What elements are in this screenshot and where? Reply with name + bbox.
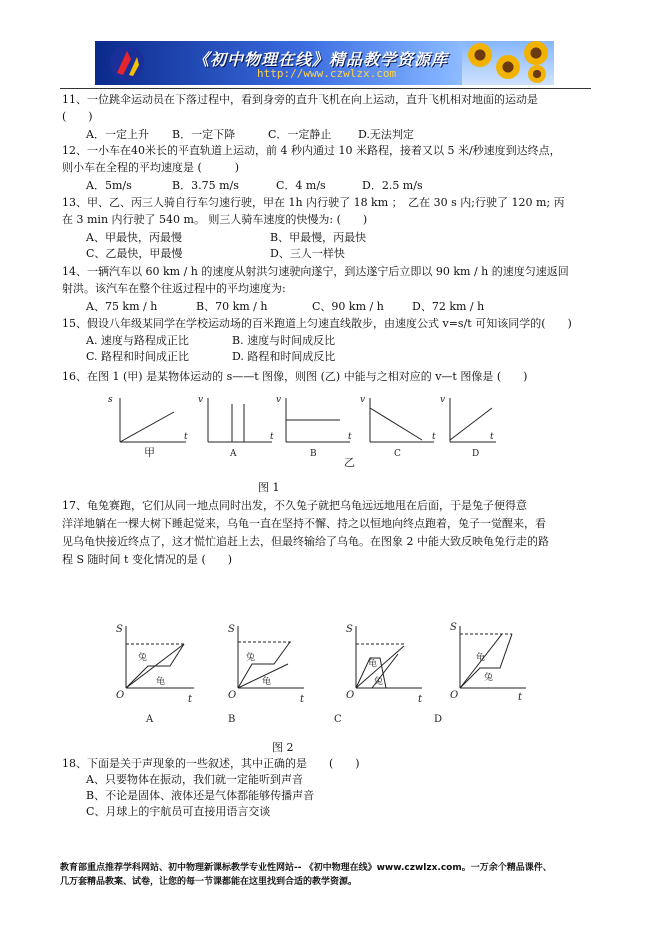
q14-option-a: A、75 km / h: [86, 300, 158, 313]
q12-option-c: C．4 m/s: [276, 179, 326, 192]
q14-stem: 14、一辆汽车以 60 km / h 的速度从射洪匀速驶向遂宁，到达遂宁后立即以 90 km / h 的速度匀速返回: [62, 265, 569, 278]
q15-option-c: C. 路程和时间成正比: [86, 350, 190, 363]
option-c-label: C: [394, 449, 401, 459]
footer-line-2: 几万套精品教案、试卷，让您的每一节课都能在这里找到合适的教学资源。: [60, 877, 358, 887]
axis-t-label: t: [184, 432, 188, 442]
q18-option-a: A、只要物体在振动，我们就一定能听到声音: [86, 773, 303, 786]
rabbit-label: 兔: [246, 653, 256, 663]
q14-option-d: D、72 km / h: [412, 300, 485, 313]
q17-stem-4: 程 S 随时间 t 变化情况的是 ( ): [62, 553, 233, 566]
q14-option-b: B、70 km / h: [196, 300, 268, 313]
q15-stem: 15、假设八年级某同学在学校运动场的百米跑道上匀速直线散步，由速度公式 v=s/t 可知该同学的( ): [62, 317, 572, 330]
option-a-label: A: [146, 714, 154, 725]
q17-stem-2: 洋洋地躺在一棵大树下睡起觉来，乌龟一直在坚持不懈、持之以恒地向终点跑着，兔子一觉醒来，看: [62, 517, 546, 530]
axis-s-label: S: [228, 624, 235, 635]
graph-option-b: [276, 395, 355, 469]
axis-v-label: v: [440, 395, 446, 405]
rabbit-label: 兔: [138, 653, 148, 663]
axis-v-label: v: [360, 395, 366, 405]
graph-jia: [108, 395, 188, 459]
turtle-label: 龟: [262, 677, 272, 687]
axis-s-label: S: [116, 624, 123, 635]
graph-option-c: [334, 624, 423, 725]
axis-s-label: S: [346, 624, 353, 635]
q13-option-a: A、甲最快，丙最慢: [86, 231, 182, 244]
footer-line-1: 教育部重点推荐学科网站、初中物理新课标教学专业性网站-- 《初中物理在线》www.czwlzx.com。一万余个精品课件、: [60, 863, 552, 873]
q15-option-b: B. 速度与时间成反比: [232, 334, 336, 347]
graph-option-d: [434, 622, 526, 725]
q13-option-b: B、甲最慢，丙最快: [270, 231, 367, 244]
graph-option-a: [116, 624, 194, 725]
q16-stem: 16、在图 1 (甲) 是某物体运动的 s——t 图像，则图 (乙) 中能与之相对应的 v—t 图像是 ( ): [62, 370, 528, 383]
q17-stem: 17、龟兔赛跑，它们从同一地点同时出发，不久兔子就把乌龟远远地甩在后面，于是兔子便得意: [62, 499, 527, 512]
option-d-label: D: [434, 714, 443, 725]
option-d-label: D: [472, 449, 480, 459]
q14-option-c: C、90 km / h: [312, 300, 384, 313]
axis-t-label: t: [270, 432, 274, 442]
q14-stem-2: 射洪。该汽车在整个往返过程中的平均速度为:: [62, 282, 286, 295]
figure-2: [112, 620, 532, 728]
q11-option-d: D.无法判定: [358, 128, 414, 141]
q18-stem: 18、下面是关于声现象的一些叙述，其中正确的是 ( ): [62, 757, 360, 770]
figure-2-caption: 图 2: [272, 741, 294, 754]
site-logo: [109, 45, 145, 81]
graph-option-b: [228, 624, 305, 725]
footer: [60, 861, 600, 889]
q11-stem: 11、一位跳伞运动员在下落过程中，看到身旁的直升飞机在向上运动，直升飞机相对地面的运动是: [62, 93, 538, 106]
axis-s-label: S: [450, 622, 457, 633]
q17-stem-3: 见乌龟快接近终点了，这才慌忙追赶上去，但最终输给了乌龟。在图象 2 中能大致反映龟兔行走的路: [62, 535, 549, 548]
q11-option-b: B．一定下降: [172, 128, 236, 141]
axis-t-label: t: [518, 692, 523, 703]
axis-t-label: t: [188, 694, 193, 705]
turtle-label: 龟: [476, 653, 486, 663]
q12-stem: 12、一小车在40米长的平直轨道上运动，前 4 秒内通过 10 米路程，接着又以 5 米/秒速度到达终点，: [62, 144, 561, 157]
q13-stem: 13、甲、乙、丙三人骑自行车匀速行驶，甲在 1h 内行驶了 18 km ； 乙在 30 s 内;行驶了 120 m; 丙: [62, 196, 565, 209]
q12-option-b: B．3.75 m/s: [172, 179, 239, 192]
option-c-label: C: [334, 714, 342, 725]
q15-option-a: A. 速度与路程成正比: [86, 334, 189, 347]
rabbit-label: 兔: [374, 677, 384, 687]
q12-option-a: A．5m/s: [86, 179, 132, 192]
q18-option-c: C、月球上的宇航员可直接用语言交谈: [86, 805, 271, 818]
axis-t-label: t: [432, 432, 436, 442]
origin-label: O: [228, 690, 237, 701]
axis-v-label: v: [198, 395, 204, 405]
q13-option-c: C、乙最快，甲最慢: [86, 247, 183, 260]
banner-title: 《初中物理在线》精品教学资源库: [193, 50, 449, 69]
label-jia: 甲: [144, 446, 155, 459]
origin-label: O: [116, 690, 125, 701]
q18-option-b: B、不论是固体、液体还是气体都能够传播声音: [86, 789, 315, 802]
q11-bracket: ( ): [62, 110, 93, 123]
axis-t-label: t: [348, 432, 352, 442]
header-rule: [60, 88, 591, 89]
option-b-label: B: [310, 449, 317, 459]
graph-option-c: [360, 395, 436, 459]
q11-option-a: A．一定上升: [86, 128, 149, 141]
sunflower-image: [462, 41, 554, 85]
q13-option-d: D、三人一样快: [270, 247, 345, 260]
turtle-label: 龟: [156, 677, 166, 687]
option-b-label: B: [228, 714, 236, 725]
label-yi: 乙: [344, 456, 355, 469]
turtle-label: 龟: [368, 659, 378, 669]
graph-option-a: [198, 395, 274, 459]
option-a-label: A: [230, 449, 237, 459]
figure-1: [104, 390, 499, 474]
axis-t-label: t: [300, 694, 305, 705]
axis-s-label: s: [108, 395, 113, 405]
origin-label: O: [346, 690, 355, 701]
header-banner: [95, 41, 554, 85]
q11-option-c: C．一定静止: [268, 128, 332, 141]
axis-t-label: t: [418, 694, 423, 705]
banner-url[interactable]: http://www.czwlzx.com: [257, 67, 397, 80]
rabbit-label: 兔: [484, 673, 494, 683]
q12-stem-2: 则小车在全程的平均速度是 ( ): [62, 161, 240, 174]
axis-t-label: t: [490, 432, 494, 442]
q15-option-d: D. 路程和时间成反比: [232, 350, 336, 363]
figure-1-caption: 图 1: [258, 481, 280, 494]
q13-stem-2: 在 3 min 内行驶了 540 m。 则三人骑车速度的快慢为: ( ): [62, 213, 368, 226]
q12-option-d: D．2.5 m/s: [362, 179, 423, 192]
graph-option-d: [440, 395, 496, 459]
axis-v-label: v: [276, 395, 282, 405]
origin-label: O: [450, 690, 459, 701]
